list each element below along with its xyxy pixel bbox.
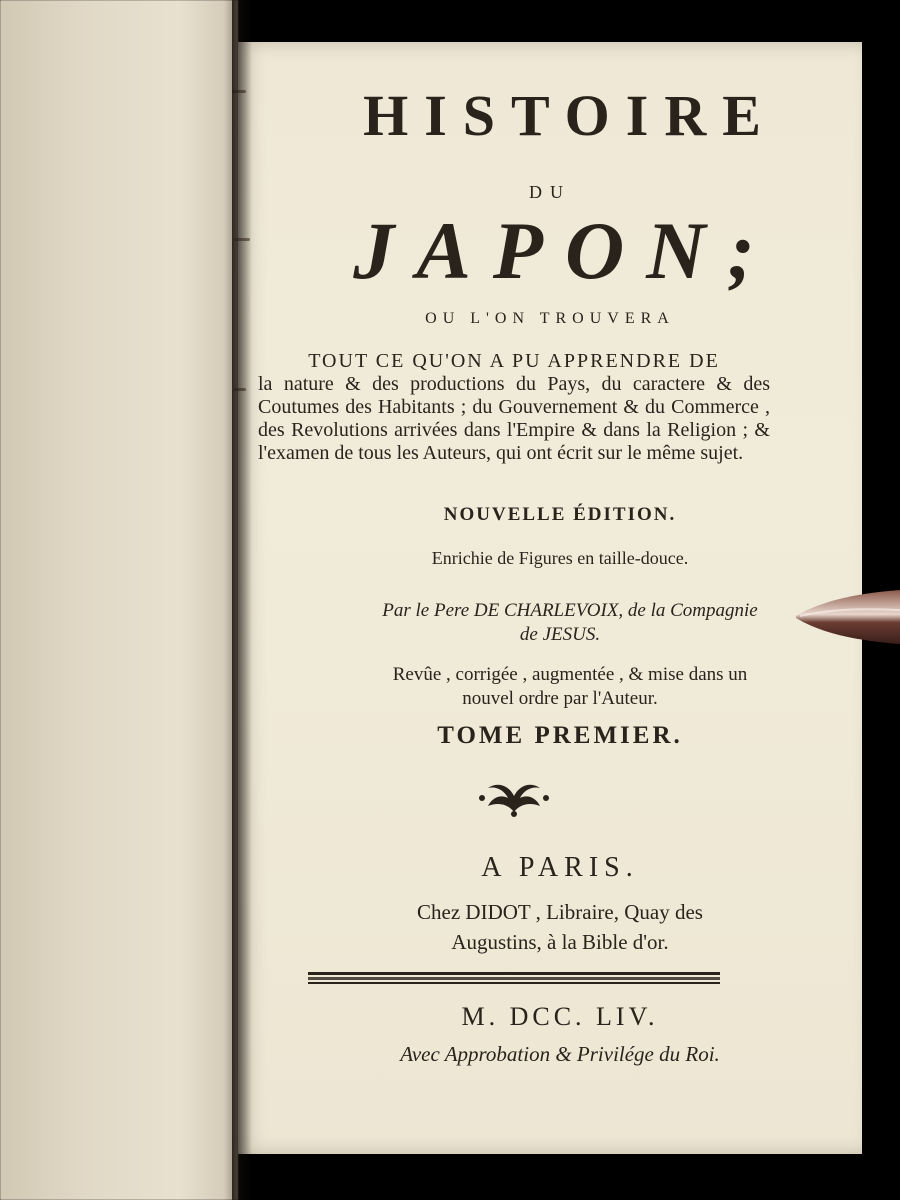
decorative-rule: [308, 972, 720, 984]
floral-ornament-icon: [474, 778, 554, 818]
date-label: M. DCC. LIV.: [461, 1002, 659, 1031]
author-line-1: Par le Pere DE CHARLEVOIX, de la Compagnie: [382, 600, 758, 621]
gutter-shadow: [232, 0, 252, 1200]
revue-line-2: nouvel ordre par l'Auteur.: [462, 688, 658, 709]
description-first-line: TOUT CE QU'ON A PU APPRENDRE DE: [308, 350, 720, 372]
tome-label: TOME PREMIER.: [437, 722, 683, 749]
title-japon: JAPON;: [353, 205, 777, 296]
description-body: la nature & des productions du Pays, du caractere & des Coutumes des Habitants ; du Gouvernement & du Commerce , des Revolutions arrivées dans l'Empire & dans la Religion ; & l'examen de tous les Auteurs, qui ont écrit sur le même sujet.: [258, 373, 770, 464]
subtitle: OU L'ON TROUVERA: [425, 310, 675, 327]
publisher-line-2: Augustins, à la Bible d'or.: [451, 930, 669, 954]
left-page: [0, 0, 238, 1200]
publisher-line-1: Chez DIDOT , Libraire, Quay des: [417, 900, 703, 924]
title-page: [238, 42, 862, 1154]
author-line-2: de JESUS.: [519, 624, 601, 645]
place-label: A PARIS.: [481, 852, 639, 883]
privilege-line: Avec Approbation & Privilége du Roi.: [400, 1042, 720, 1066]
edition-label: NOUVELLE ÉDITION.: [443, 504, 677, 525]
enrichie-line: Enrichie de Figures en taille-douce.: [431, 548, 689, 568]
title-histoire: HISTOIRE: [363, 83, 777, 148]
description-block: [258, 350, 770, 465]
bookmark-clip-icon: [796, 586, 900, 648]
revue-line-1: Revûe , corrigée , augmentée , & mise dans un: [392, 664, 748, 685]
title-du: DU: [529, 182, 571, 202]
